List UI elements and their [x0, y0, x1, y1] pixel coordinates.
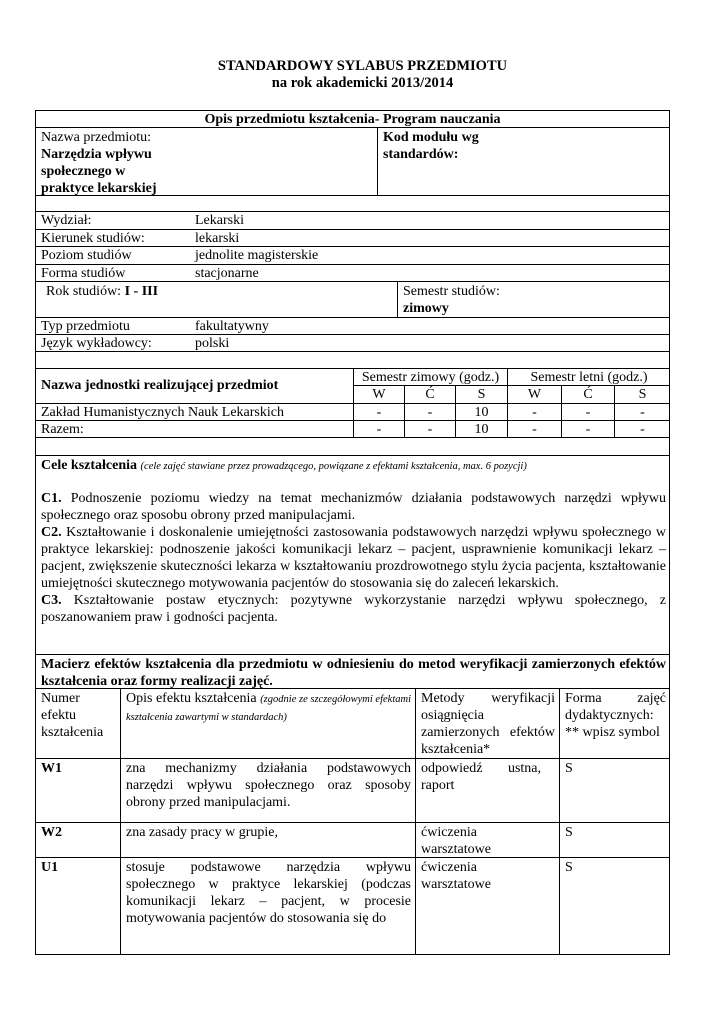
- col-effect-number: Numer efektu kształcenia: [41, 691, 104, 740]
- col-w: W: [527, 387, 542, 402]
- effect-description: zna zasady pracy w grupie,: [126, 825, 278, 840]
- effect-id: W2: [41, 825, 62, 840]
- field-of-study-value: lekarski: [195, 231, 240, 246]
- effect-id: U1: [41, 860, 59, 875]
- semester-value: zimowy: [403, 301, 449, 316]
- study-form-label: Forma studiów: [41, 266, 126, 281]
- effect-method: odpowiedź ustna, raport: [421, 761, 541, 793]
- effect-description: stosuje podstawowe narzędzia wpływu społecznego w praktyce lekarskiej (podczas komunikacji lekarz – pacjent, w procesie motywowania pacjentów do stosowania się do: [126, 860, 411, 926]
- module-code-label: standardów:: [383, 147, 459, 162]
- faculty-label: Wydział:: [41, 213, 92, 228]
- hours-cell: -: [376, 405, 382, 420]
- study-year: Rok studiów: I - III: [46, 284, 159, 299]
- col-class-form: Forma zajęć dydaktycznych: ** wpisz symbol: [565, 691, 666, 740]
- hours-cell: -: [532, 405, 537, 420]
- study-level-label: Poziom studiów: [41, 248, 132, 263]
- hours-cell: -: [640, 422, 645, 437]
- hours-cell: -: [376, 422, 382, 437]
- col-s: S: [477, 387, 486, 402]
- matrix-heading: Macierz efektów kształcenia dla przedmiotu w odniesieniu do metod weryfikacji zamierzonych efektów kształcenia oraz formy realizacji zajęć.: [41, 657, 666, 689]
- field-of-study-label: Kierunek studiów:: [41, 231, 145, 246]
- language-value: polski: [195, 336, 230, 351]
- effect-form: S: [565, 761, 573, 776]
- col-verification-methods: Metody weryfikacji osiągnięcia zamierzonych efektów kształcenia*: [421, 691, 555, 757]
- goals-list: [41, 490, 666, 626]
- faculty-value: Lekarski: [195, 213, 244, 228]
- semester-label: Semestr studiów:: [403, 284, 500, 299]
- summer-semester-heading: Semestr letni (godz.): [530, 370, 648, 385]
- goals-heading: Cele kształcenia (cele zajęć stawiane przez prowadzącego, powiązane z efektami kształcenia, max. 6 pozycji): [41, 458, 527, 473]
- academic-year: na rok akademicki 2013/2014: [271, 75, 454, 91]
- hours-cell: -: [585, 422, 591, 437]
- effect-form: S: [565, 825, 573, 840]
- col-c: Ć: [583, 387, 593, 402]
- hours-cell: -: [427, 422, 433, 437]
- col-s: S: [638, 387, 647, 402]
- goal-c2: C2. Kształtowanie i doskonalenie umiejętności zastosowania podstawowych narzędzi wpływu społecznego w praktyce lekarskiej: podnoszenie jakości komunikacji lekarz – pacjent, usprawnienie komunikacji lekarz – pacjent, zwiększenie skuteczności lekarza w kształtowaniu prozdrowotnego stylu życia pacjenta, kształtowanie umiejętności skutecznego motywowania pacjentów do stosowania się do zaleceń lekarskich.: [41, 525, 666, 591]
- col-w: W: [372, 387, 386, 402]
- hours-cell: -: [532, 422, 537, 437]
- subject-name-value: praktyce lekarskiej: [41, 181, 157, 196]
- hours-cell: -: [640, 405, 645, 420]
- total-label: Razem:: [41, 422, 84, 437]
- unit-heading: Nazwa jednostki realizującej przedmiot: [41, 378, 279, 393]
- document-title: STANDARDOWY SYLABUS PRZEDMIOTU: [217, 58, 508, 74]
- goals-note: (cele zajęć stawiane przez prowadzącego, powiązane z efektami kształcenia, max. 6 pozycji): [140, 461, 527, 472]
- effect-id: W1: [41, 761, 62, 776]
- effect-description: zna mechanizmy działania podstawowych narzędzi wpływu społecznego oraz sposoby obrony przed manipulacjami.: [126, 761, 411, 810]
- goal-c1: C1. Podnoszenie poziomu wiedzy na temat mechanizmów działania podstawowych narzędzi wpływu społecznego oraz sposobu obrony przed manipulacjami.: [41, 491, 666, 523]
- effect-method: ćwiczenia warsztatowe: [421, 825, 491, 857]
- goal-c3: C3. Kształtowanie postaw etycznych: pozytywne wykorzystanie narzędzi wpływu społecznego, z poszanowaniem praw i godności pacjenta.: [41, 593, 667, 625]
- subject-name-label: Nazwa przedmiotu:: [41, 130, 152, 145]
- hours-cell: -: [427, 405, 433, 420]
- col-c: Ć: [425, 387, 435, 402]
- language-label: Język wykładowcy:: [41, 336, 152, 351]
- effect-method: ćwiczenia warsztatowe: [421, 860, 491, 892]
- winter-semester-heading: Semestr zimowy (godz.): [361, 370, 500, 385]
- study-form-value: stacjonarne: [195, 266, 259, 281]
- hours-cell: -: [585, 405, 591, 420]
- effect-form: S: [565, 860, 573, 875]
- subject-name-value: Narzędzia wpływu: [41, 147, 152, 162]
- subject-name-value: społecznego w: [41, 164, 126, 179]
- unit-name: Zakład Humanistycznych Nauk Lekarskich: [41, 405, 284, 420]
- course-type-label: Typ przedmiotu: [41, 319, 130, 334]
- hours-cell: 10: [474, 405, 489, 420]
- col-effect-note: (zgodnie ze szczegółowymi efektami kształcenia zawartymi w standardach): [126, 694, 412, 723]
- course-type-value: fakultatywny: [195, 319, 269, 334]
- study-level-value: jednolite magisterskie: [195, 248, 319, 263]
- hours-cell: 10: [474, 422, 489, 437]
- col-effect-description: Opis efektu kształcenia (zgodnie ze szczegółowymi efektami kształcenia zawartymi w standardach): [126, 691, 412, 723]
- module-code-label: Kod modułu wg: [383, 130, 479, 145]
- opis-heading: Opis przedmiotu kształcenia- Program nauczania: [204, 112, 501, 127]
